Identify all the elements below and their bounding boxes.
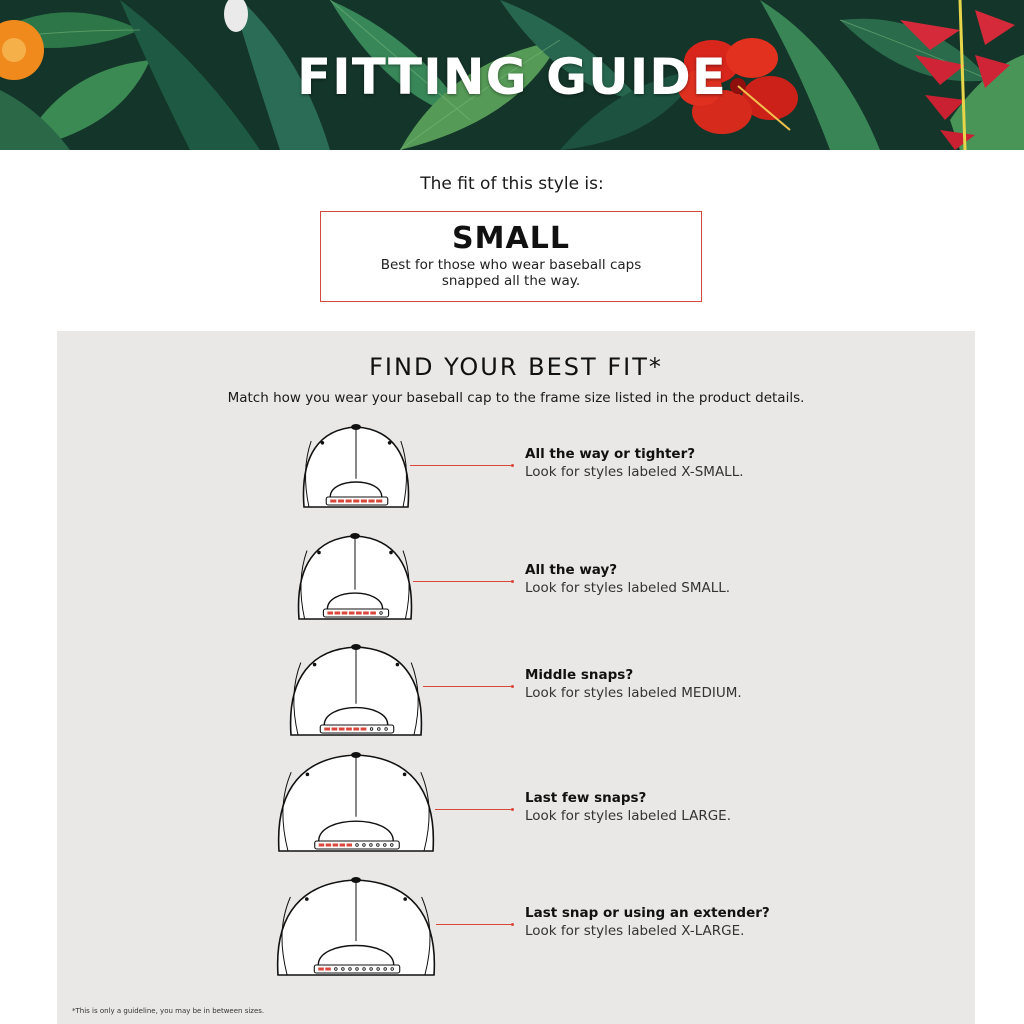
leader-dot [511,923,514,926]
page-title: FITTING GUIDE [297,48,727,106]
leader-line [410,465,512,466]
fit-row-text [525,666,945,702]
best-fit-title: FIND YOUR BEST FIT* [369,353,663,381]
fit-row-text [525,561,945,597]
leader-dot [511,685,514,688]
fit-size-label: SMALL [452,221,570,256]
fit-row-question: Middle snaps? [525,667,634,683]
best-fit-subtitle: Match how you wear your baseball cap to the frame size listed in the product details. [227,390,805,406]
fit-row-text [525,445,945,481]
leader-line [423,686,512,687]
fit-description-line-2: snapped all the way. [441,273,581,289]
fit-description-line-1: Best for those who wear baseball caps [380,257,642,273]
fit-intro-text: The fit of this style is: [420,174,604,194]
baseball-cap-back-icon [295,532,415,631]
fit-row-answer: Look for styles labeled LARGE. [525,808,732,824]
baseball-cap-back-icon [274,876,438,987]
fit-row-question: Last snap or using an extender? [525,905,770,921]
fit-row-answer: Look for styles labeled SMALL. [525,580,731,596]
fit-row-answer: Look for styles labeled X-SMALL. [525,464,744,480]
fit-row-question: All the way? [525,562,618,578]
tropical-banner [0,0,1024,150]
leader-dot [511,808,514,811]
fit-summary-box [320,211,702,302]
leader-line [413,581,512,582]
baseball-cap-back-icon [300,423,412,519]
fit-row-text [525,789,945,825]
footnote: *This is only a guideline, you may be in between sizes. [72,1007,265,1015]
fit-row-question: Last few snaps? [525,790,647,806]
fit-row-question: All the way or tighter? [525,446,696,462]
baseball-cap-back-icon [287,643,425,747]
best-fit-panel [57,331,975,1024]
fit-row-text [525,904,945,940]
fit-row-answer: Look for styles labeled X-LARGE. [525,923,745,939]
fit-row-answer: Look for styles labeled MEDIUM. [525,685,742,701]
leader-line [435,809,512,810]
leader-dot [511,580,514,583]
leader-line [436,924,512,925]
leader-dot [511,464,514,467]
baseball-cap-back-icon [275,751,437,863]
